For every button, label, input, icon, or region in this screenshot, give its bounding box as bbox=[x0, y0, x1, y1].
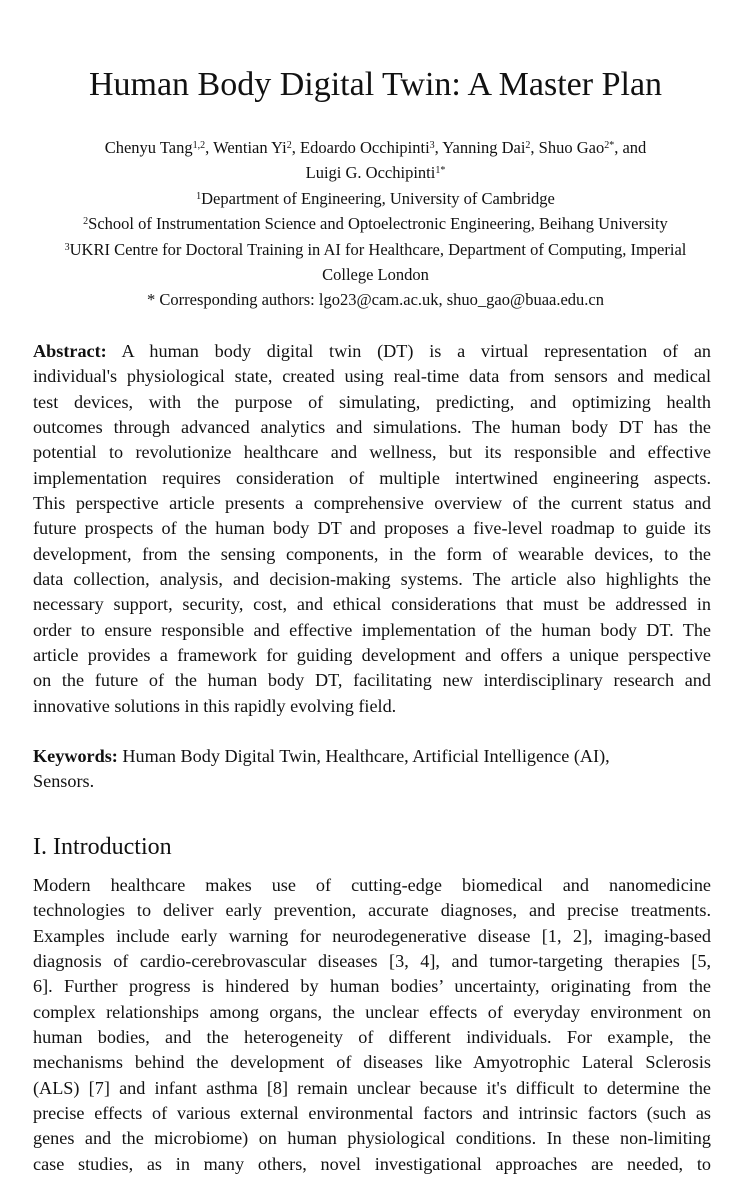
line-text: mechanisms behind the development of diseases like Amyotrophic Lateral Sclerosis bbox=[33, 1052, 711, 1073]
text-line bbox=[33, 744, 711, 769]
text-line bbox=[33, 466, 711, 491]
author-affiliation-marker: 1* bbox=[435, 165, 446, 177]
text-line bbox=[33, 694, 711, 719]
author-list bbox=[0, 135, 751, 186]
line-text: precise effects of various external environmental factors and intrinsic factors (such as bbox=[33, 1103, 711, 1124]
text-line bbox=[33, 769, 711, 794]
author-name: Edoardo Occhipinti bbox=[299, 138, 430, 157]
author-affiliation-marker: 2 bbox=[525, 140, 531, 151]
author-name: Chenyu Tang bbox=[104, 138, 193, 157]
line-text: 6]. Further progress is hindered by human bodies’ uncertainty, originating from the bbox=[33, 976, 711, 997]
text-line bbox=[33, 567, 711, 592]
author-separator: , bbox=[205, 138, 214, 157]
affiliation-marker: 2 bbox=[83, 216, 89, 228]
text-line bbox=[33, 1025, 711, 1050]
line-text: complex relationships among organs, the unclear effects of everyday environment on bbox=[33, 1001, 711, 1022]
line-text: data collection, analysis, and decision-making systems. The article also highlights the bbox=[33, 569, 711, 590]
line-text: implementation requires consideration of multiple intertwined engineering aspects. bbox=[33, 467, 711, 488]
author-name: Shuo Gao bbox=[538, 138, 605, 157]
author-separator: , and bbox=[614, 138, 647, 157]
line-text: test devices, with the purpose of simulating, predicting, and optimizing health bbox=[33, 391, 711, 412]
line-text: Examples include early warning for neurodegenerative disease [1, 2], imaging-based bbox=[33, 925, 711, 946]
text-line bbox=[33, 390, 711, 415]
affiliation-marker: 1 bbox=[196, 191, 202, 202]
line-text: development, from the sensing components, in the form of wearable devices, to the bbox=[33, 543, 711, 564]
line-text: potential to revolutionize healthcare and wellness, but its responsible and effective bbox=[33, 442, 711, 463]
text-line bbox=[33, 415, 711, 440]
text-line bbox=[33, 491, 711, 516]
text-line bbox=[33, 516, 711, 541]
paper-title: Human Body Digital Twin: A Master Plan bbox=[88, 66, 663, 103]
text-line bbox=[33, 1000, 711, 1025]
affiliation-3-continued: College London bbox=[322, 264, 429, 284]
line-text: genes and the microbiome) on human physiological conditions. In these non-limiting bbox=[33, 1128, 711, 1149]
affiliation-3 bbox=[0, 237, 751, 262]
author-name: Wentian Yi bbox=[213, 138, 287, 157]
abstract bbox=[33, 339, 711, 719]
text-line bbox=[33, 592, 711, 617]
affiliation-marker: 3 bbox=[64, 241, 70, 253]
line-text: This perspective article presents a comprehensive overview of the current status and bbox=[33, 493, 711, 514]
affiliation-2 bbox=[0, 211, 751, 236]
line-text: diagnosis of cardio-cerebrovascular diseases [3, 4], and tumor-targeting therapies [5, bbox=[33, 951, 711, 972]
text-line bbox=[33, 618, 711, 643]
line-text: outcomes through advanced analytics and simulations. The human body DT has the bbox=[33, 417, 711, 438]
affiliation-1 bbox=[0, 186, 751, 211]
text-line bbox=[33, 1152, 711, 1177]
line-text: technologies to deliver early prevention, accurate diagnoses, and precise treatments. bbox=[33, 900, 711, 921]
line-text: order to ensure responsible and effective implementation of the human body DT. The bbox=[33, 619, 711, 640]
keywords bbox=[33, 744, 711, 795]
line-text: necessary support, security, cost, and ethical considerations that must be addressed in bbox=[33, 594, 711, 615]
text-line bbox=[33, 1076, 711, 1101]
text-line bbox=[33, 668, 711, 693]
line-text: human bodies, and the heterogeneity of different individuals. For example, the bbox=[33, 1027, 711, 1048]
text-line bbox=[33, 339, 711, 364]
text-line bbox=[33, 364, 711, 389]
text-line bbox=[33, 873, 711, 898]
affiliation-text: School of Instrumentation Science and Optoelectronic Engineering, Beihang University bbox=[88, 214, 668, 234]
affiliation-text: UKRI Centre for Doctoral Training in AI for Healthcare, Department of Computing, Imperial bbox=[69, 239, 687, 259]
text-line bbox=[33, 1126, 711, 1151]
author-name: Luigi G. Occhipinti bbox=[305, 163, 436, 183]
line-text: article provides a framework for guiding development and offers a unique perspective bbox=[33, 645, 711, 666]
line-text: Modern healthcare makes use of cutting-edge biomedical and nanomedicine bbox=[33, 875, 711, 895]
text-line bbox=[33, 1050, 711, 1075]
author-affiliation-marker: 2* bbox=[604, 140, 615, 151]
text-line bbox=[33, 949, 711, 974]
line-text: A human body digital twin (DT) is a virtual representation of an bbox=[121, 341, 712, 361]
line-text: Human Body Digital Twin, Healthcare, Artificial Intelligence (AI), bbox=[122, 746, 610, 766]
section-heading-introduction: I. Introduction bbox=[33, 834, 172, 860]
line-text: on the future of the human body DT, facilitating new interdisciplinary research and bbox=[33, 670, 711, 691]
abstract-label: Abstract: bbox=[33, 341, 107, 361]
affiliations bbox=[0, 186, 751, 312]
author-affiliation-marker: 2 bbox=[286, 140, 292, 151]
author-separator: , bbox=[530, 138, 539, 157]
line-text: future prospects of the human body DT and proposes a five-level roadmap to guide its bbox=[33, 518, 711, 539]
author-affiliation-marker: 3 bbox=[429, 140, 435, 151]
line-text: case studies, as in many others, novel investigational approaches are needed, to bbox=[33, 1153, 711, 1174]
author-name: Yanning Dai bbox=[442, 138, 526, 157]
author-separator: , bbox=[434, 138, 443, 157]
text-line bbox=[33, 1101, 711, 1126]
text-line bbox=[33, 924, 711, 949]
affiliation-text: Department of Engineering, University of Cambridge bbox=[201, 189, 555, 208]
author-affiliation-marker: 1,2 bbox=[192, 140, 206, 151]
line-text: (ALS) [7] and infant asthma [8] remain unclear because it's difficult to determine the bbox=[33, 1077, 711, 1098]
text-line bbox=[33, 440, 711, 465]
author-separator: , bbox=[291, 138, 300, 157]
keywords-label: Keywords: bbox=[33, 746, 118, 766]
line-text: innovative solutions in this rapidly evolving field. bbox=[33, 695, 397, 716]
corresponding-authors: * Corresponding authors: lgo23@cam.ac.uk, shuo_gao@buaa.edu.cn bbox=[147, 290, 604, 310]
introduction-body bbox=[33, 873, 711, 1177]
line-text: individual's physiological state, created using real-time data from sensors and medical bbox=[33, 366, 711, 387]
text-line bbox=[33, 542, 711, 567]
text-line bbox=[33, 643, 711, 668]
text-line bbox=[33, 974, 711, 999]
line-text: Sensors. bbox=[33, 771, 95, 792]
text-line bbox=[33, 898, 711, 923]
